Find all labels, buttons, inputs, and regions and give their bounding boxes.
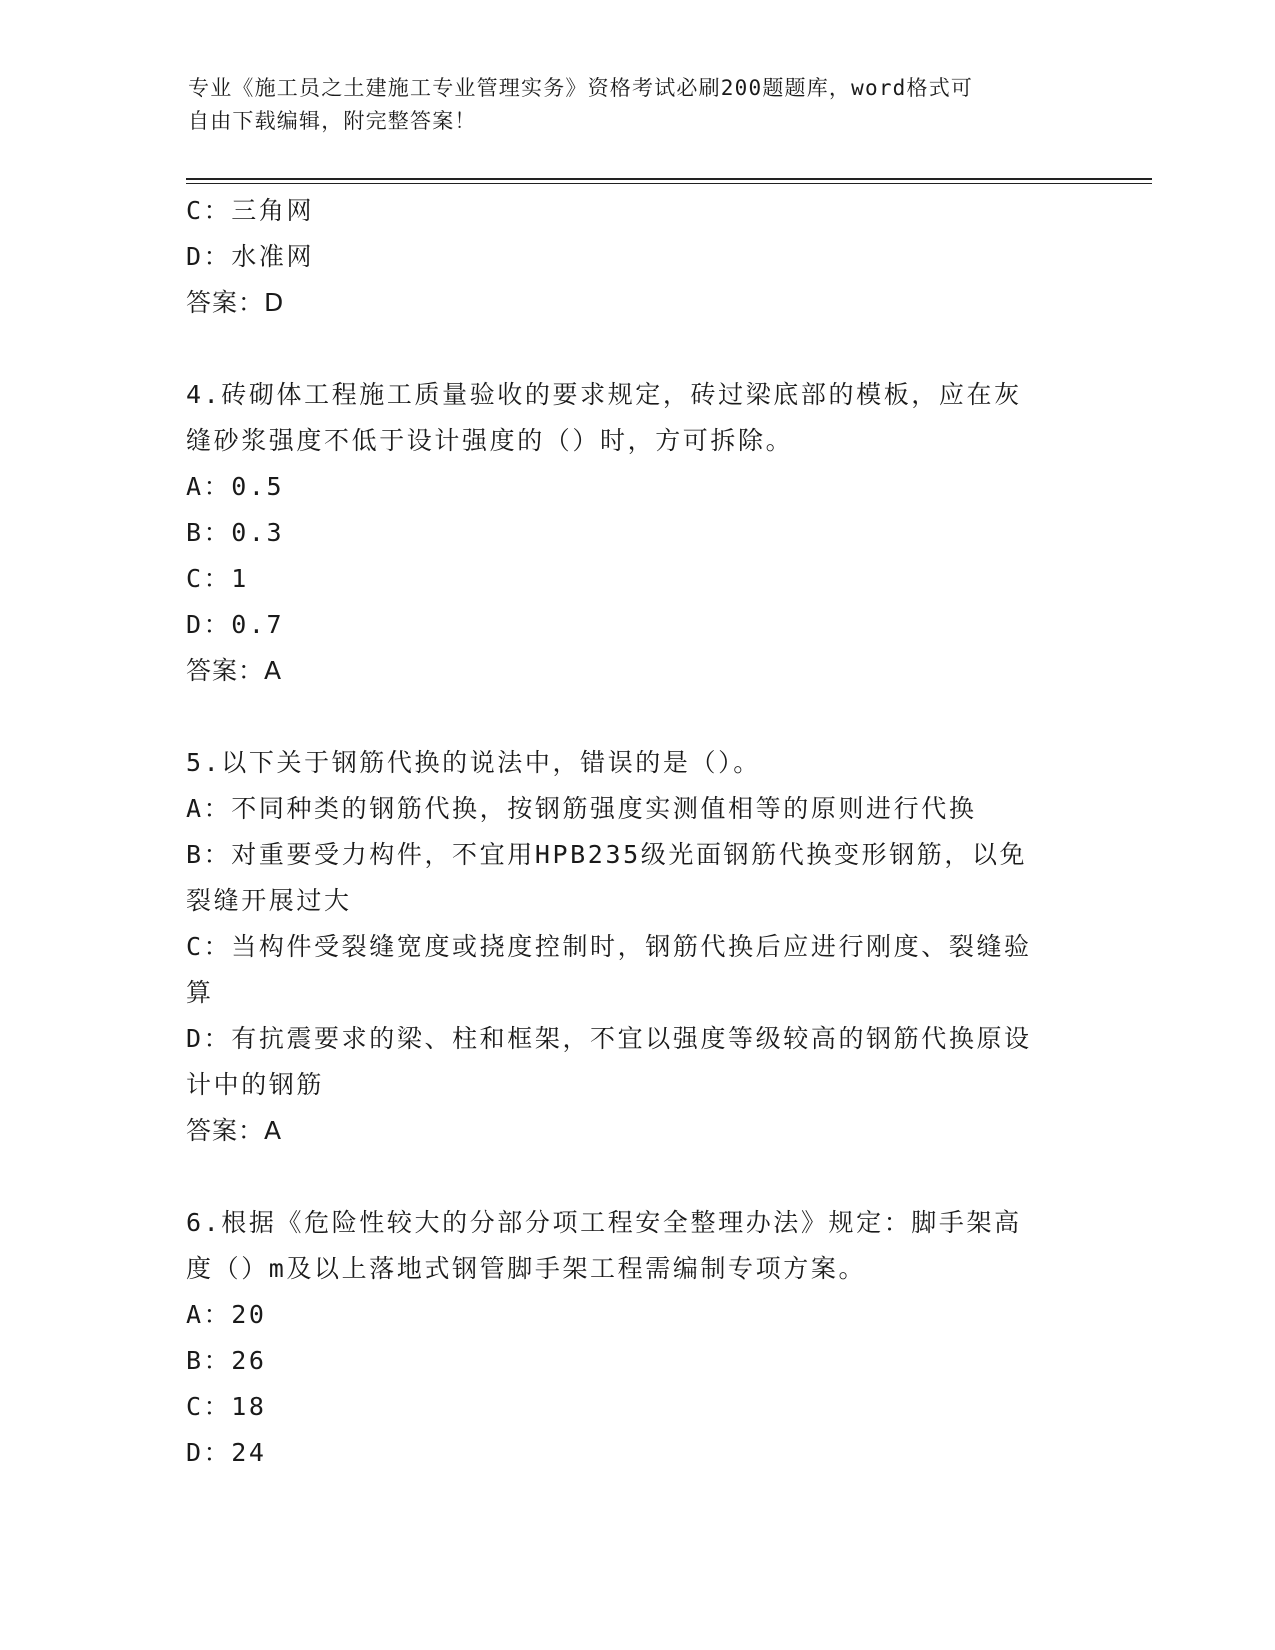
q4-answer: 答案：A xyxy=(186,656,283,685)
q4-option-a: A：0.5 xyxy=(186,472,285,501)
q6-option-d: D：24 xyxy=(186,1438,267,1467)
q3-option-d: D：水准网 xyxy=(186,242,315,271)
page-header xyxy=(188,72,1068,138)
q5-option-c-line-1: C：当构件受裂缝宽度或挠度控制时，钢筋代换后应进行刚度、裂缝验 xyxy=(186,932,1032,961)
q3-answer: 答案：D xyxy=(186,288,285,317)
spacer xyxy=(186,694,1086,740)
header-line-1: 专业《施工员之土建施工专业管理实务》资格考试必刷200题题库，word格式可 xyxy=(188,76,974,100)
question-4 xyxy=(186,372,1086,694)
spacer xyxy=(186,1154,1086,1200)
header-rule-thick xyxy=(186,178,1152,180)
q5-stem: 5.以下关于钢筋代换的说法中，错误的是（）。 xyxy=(186,748,761,777)
spacer xyxy=(186,326,1086,372)
q4-option-c: C：1 xyxy=(186,564,249,593)
question-3 xyxy=(186,188,1086,326)
q5-option-a: A：不同种类的钢筋代换，按钢筋强度实测值相等的原则进行代换 xyxy=(186,794,977,823)
q4-option-b: B：0.3 xyxy=(186,518,285,547)
header-line-2: 自由下载编辑，附完整答案！ xyxy=(188,109,477,133)
q3-option-c: C：三角网 xyxy=(186,196,315,225)
q5-answer: 答案：A xyxy=(186,1116,283,1145)
header-rule-thin xyxy=(186,183,1152,184)
q5-option-d-line-2: 计中的钢筋 xyxy=(186,1070,325,1099)
q5-option-c-line-2: 算 xyxy=(186,978,214,1007)
q5-option-b-line-2: 裂缝开展过大 xyxy=(186,886,352,915)
q4-stem-line-1: 4.砖砌体工程施工质量验收的要求规定，砖过梁底部的模板，应在灰 xyxy=(186,380,1022,409)
question-list xyxy=(186,188,1086,1476)
q4-option-d: D：0.7 xyxy=(186,610,285,639)
q6-option-c: C：18 xyxy=(186,1392,267,1421)
q4-stem-line-2: 缝砂浆强度不低于设计强度的（）时，方可拆除。 xyxy=(186,426,794,455)
question-6 xyxy=(186,1200,1086,1476)
question-5 xyxy=(186,740,1086,1154)
q6-stem-line-2: 度（）m及以上落地式钢管脚手架工程需编制专项方案。 xyxy=(186,1254,867,1283)
q6-option-b: B：26 xyxy=(186,1346,267,1375)
q6-option-a: A：20 xyxy=(186,1300,267,1329)
q5-option-b-line-1: B：对重要受力构件，不宜用HPB235级光面钢筋代换变形钢筋，以免 xyxy=(186,840,1028,869)
q5-option-d-line-1: D：有抗震要求的梁、柱和框架，不宜以强度等级较高的钢筋代换原设 xyxy=(186,1024,1032,1053)
q6-stem-line-1: 6.根据《危险性较大的分部分项工程安全整理办法》规定：脚手架高 xyxy=(186,1208,1022,1237)
